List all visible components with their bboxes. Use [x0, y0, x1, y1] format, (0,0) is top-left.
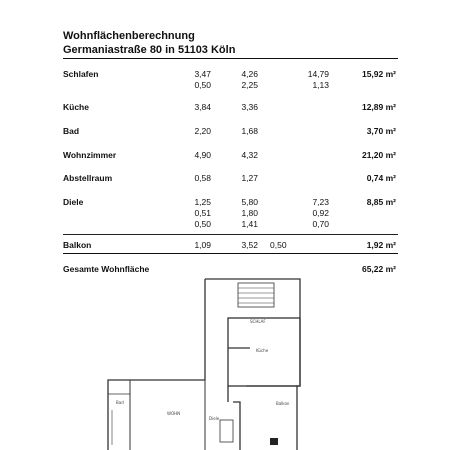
plan-label-wohn: WOHN: [167, 411, 181, 416]
kueche-total: 12,89 m²: [361, 102, 396, 112]
row-label-kueche: Küche: [63, 102, 89, 112]
diele-r3-c2: 1,41: [241, 219, 258, 229]
balkon-total: 1,92 m²: [366, 240, 396, 250]
schlafen-r2-c1: 0,50: [194, 80, 211, 90]
schlafen-r1-c1: 3,47: [194, 69, 211, 79]
bad-total: 3,70 m²: [366, 126, 396, 136]
wohnzimmer-c1: 4,90: [194, 150, 211, 160]
heading-line-1: Wohnflächenberechnung: [63, 30, 195, 42]
plan-label-bad: Bad: [116, 400, 124, 405]
schlafen-r1-c2: 4,26: [241, 69, 258, 79]
abstellraum-c2: 1,27: [241, 173, 258, 183]
wohnzimmer-c2: 4,32: [241, 150, 258, 160]
diele-r2-c1: 0,51: [194, 208, 211, 218]
row-label-wohnzimmer: Wohnzimmer: [63, 150, 117, 160]
bad-c1: 2,20: [194, 126, 211, 136]
bad-c2: 1,68: [241, 126, 258, 136]
diele-total: 8,85 m²: [366, 197, 396, 207]
schlafen-total: 15,92 m²: [361, 69, 396, 79]
diele-r2-c3: 0,92: [312, 208, 329, 218]
diele-r3-c3: 0,70: [312, 219, 329, 229]
schlafen-r1-c3: 14,79: [307, 69, 329, 79]
kueche-c1: 3,84: [194, 102, 211, 112]
diele-r1-c3: 7,23: [312, 197, 329, 207]
diele-r1-c1: 1,25: [194, 197, 211, 207]
summary-total: 65,22 m²: [361, 264, 396, 274]
kueche-c2: 3,36: [241, 102, 258, 112]
wohnzimmer-total: 21,20 m²: [361, 150, 396, 160]
abstellraum-total: 0,74 m²: [366, 173, 396, 183]
balkon-c1: 1,09: [194, 240, 211, 250]
heading-line-2: Germaniastraße 80 in 51103 Köln: [63, 44, 236, 56]
schlafen-r2-c2: 2,25: [241, 80, 258, 90]
summary-label: Gesamte Wohnfläche: [63, 264, 150, 274]
row-label-bad: Bad: [63, 126, 80, 136]
plan-label-diele: Diele: [209, 416, 220, 421]
row-label-balkon: Balkon: [63, 240, 92, 250]
abstellraum-c1: 0,58: [194, 173, 211, 183]
plan-label-schlaf: SCHLAF: [250, 319, 266, 324]
plan-label-kueche: Küche: [256, 348, 269, 353]
diele-r1-c2: 5,80: [241, 197, 258, 207]
row-label-abstellraum: Abstellraum: [63, 173, 113, 183]
row-label-schlafen: Schlafen: [63, 69, 99, 79]
schlafen-r2-c3: 1,13: [312, 80, 329, 90]
diele-r3-c1: 0,50: [194, 219, 211, 229]
diele-r2-c2: 1,80: [241, 208, 258, 218]
row-label-diele: Diele: [63, 197, 84, 207]
balkon-c3: 0,50: [270, 240, 287, 250]
plan-label-balkon: Balkon: [276, 401, 290, 406]
balkon-c2: 3,52: [241, 240, 258, 250]
